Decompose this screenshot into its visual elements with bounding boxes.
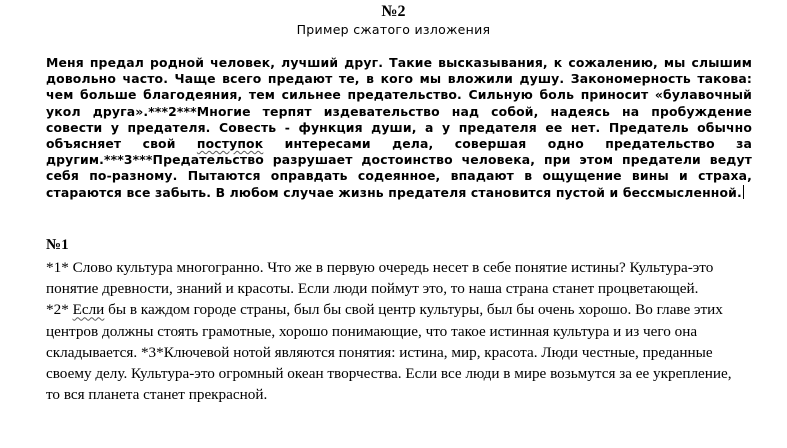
essay-text-block[interactable] — [46, 257, 746, 405]
summary-text-part2: интересами дела, совершая одно предательство за другим.***3***Предательство разрушает достоинство человека, при этом предатели ведут себя по-разному. Пытаются оправдать содеянное, впадают в ощущение вины и страха, стараются все забыть. В любом случае жизнь предателя становится пустой и бессмысленной. — [46, 136, 752, 200]
spellcheck-underlined-word: поступок — [196, 136, 264, 152]
essay-paragraph-2 — [46, 299, 746, 405]
document-heading: №2 — [381, 3, 406, 20]
essay-paragraph-2-prefix: *2* — [46, 301, 73, 319]
text-cursor — [743, 185, 745, 199]
summary-text-part1: Меня предал родной человек, лучший друг. Такие высказывания, к сожалению, мы слышим довольно часто. Чаще всего предают те, в кого мы вложили душу. Закономерность такова: чем больше благодеяния, тем сильнее предательство. Сильную боль приносит «булавочный укол друга».***2***Многие терпят издевательство над собой, надеясь на пробуждение совести у предателя. Совесть - функция души, а у предателя ее нет. Предатель обычно объясняет свой — [46, 55, 752, 152]
summary-text-block[interactable] — [46, 55, 752, 201]
document-subheading: Пример сжатого изложения — [296, 22, 491, 37]
section-number: №1 — [46, 237, 69, 253]
essay-paragraph-2-rest: бы в каждом городе страны, был бы свой центр культуры, был бы очень хорошо. Во главе этих центров должны стоять грамотные, хорошо понимающие, что такое истинная культура и из чего она складывается. *3*Ключевой нотой являются понятия: истина, мир, красота. Люди честные, преданные своему делу. Культура-это огромный океан творчества. Если все люди в мире возьмутся за ее укрепление, то вся планета станет прекрасной. — [46, 301, 732, 404]
spellcheck-underlined-word: Если — [72, 301, 105, 319]
essay-paragraph-1: *1* Слово культура многогранно. Что же в первую очередь несет в себе понятие истины? Культура-это понятие древности, знаний и красоты. Если люди поймут это, то наша страна станет процветающей. — [46, 259, 714, 298]
